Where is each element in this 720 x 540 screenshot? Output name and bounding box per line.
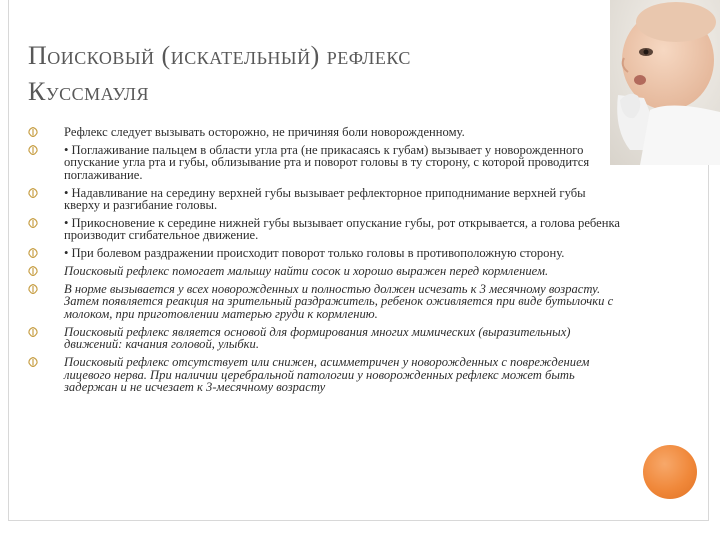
list-item (28, 144, 624, 181)
list-item-text: Поисковый рефлекс является основой для формирования многих мимических (выразительных) движений: качания головой, улыбки. (64, 324, 571, 352)
list-item-text: Рефлекс следует вызывать осторожно, не причиняя боли новорожденному. (64, 125, 465, 139)
leaf-bullet-icon (28, 145, 38, 155)
baby-photo (610, 0, 720, 165)
list-item (28, 187, 624, 212)
list-item (28, 283, 624, 320)
title-line-2: Куссмауля (28, 77, 149, 106)
bullet-list (28, 126, 624, 399)
frame-bottom-line (8, 520, 708, 521)
leaf-bullet-icon (28, 357, 38, 367)
frame-top-line (8, 0, 614, 4)
list-item (28, 126, 624, 138)
list-item-text: В норме вызывается у всех новорожденных и полностью должен исчезать к 3 месячному возрасту. Затем появляется реакция на зрительный раздражитель, ребенок оживляется при виде бутылочки с молоком, при приготовлении матерью груди к кормлению. (64, 282, 614, 321)
list-item (28, 265, 624, 277)
leaf-bullet-icon (28, 266, 38, 276)
list-item (28, 356, 624, 393)
list-item-text: Поисковый рефлекс отсутствует или снижен, асимметричен у новорожденных с повреждением лицевого нерва. При наличии церебральной патологии у новорожденных рефлекс может быть задержан и не исчезает к 3-месячному возрасту (64, 355, 590, 394)
list-item (28, 326, 624, 351)
list-item (28, 247, 624, 259)
leaf-bullet-icon (28, 188, 38, 198)
list-item (28, 217, 624, 242)
baby-photo-illustration (610, 0, 720, 165)
list-item-text: • Поглаживание пальцем в области угла рта (не прикасаясь к губам) вызывает у новорожденного опускание угла рта и губы, облизывание рта и поворот головы в ту сторону, с которой проводится поглаживание. (64, 142, 590, 182)
leaf-bullet-icon (28, 284, 38, 294)
leaf-bullet-icon (28, 218, 38, 228)
frame-left-line (8, 0, 9, 520)
orange-accent-circle (643, 445, 697, 499)
title-line-1: Поисковый (искательный) рефлекс (28, 41, 411, 70)
leaf-bullet-icon (28, 248, 38, 258)
leaf-bullet-icon (28, 327, 38, 337)
leaf-bullet-icon (28, 127, 38, 137)
list-item-text: • Прикосновение к середине нижней губы вызывает опускание губы, рот открывается, а голова ребенка производит сгибательное движение. (64, 215, 620, 243)
list-item-text: • Надавливание на середину верхней губы вызывает рефлекторное приподнимание верхней губы кверху и разгибание головы. (64, 185, 586, 213)
slide-title (28, 38, 608, 110)
list-item-text: • При болевом раздражении происходит поворот только головы в противоположную сторону. (64, 246, 565, 261)
list-item-text: Поисковый рефлекс помогает малышу найти сосок и хорошо выражен перед кормлением. (64, 264, 549, 279)
frame-right-line (708, 165, 709, 521)
